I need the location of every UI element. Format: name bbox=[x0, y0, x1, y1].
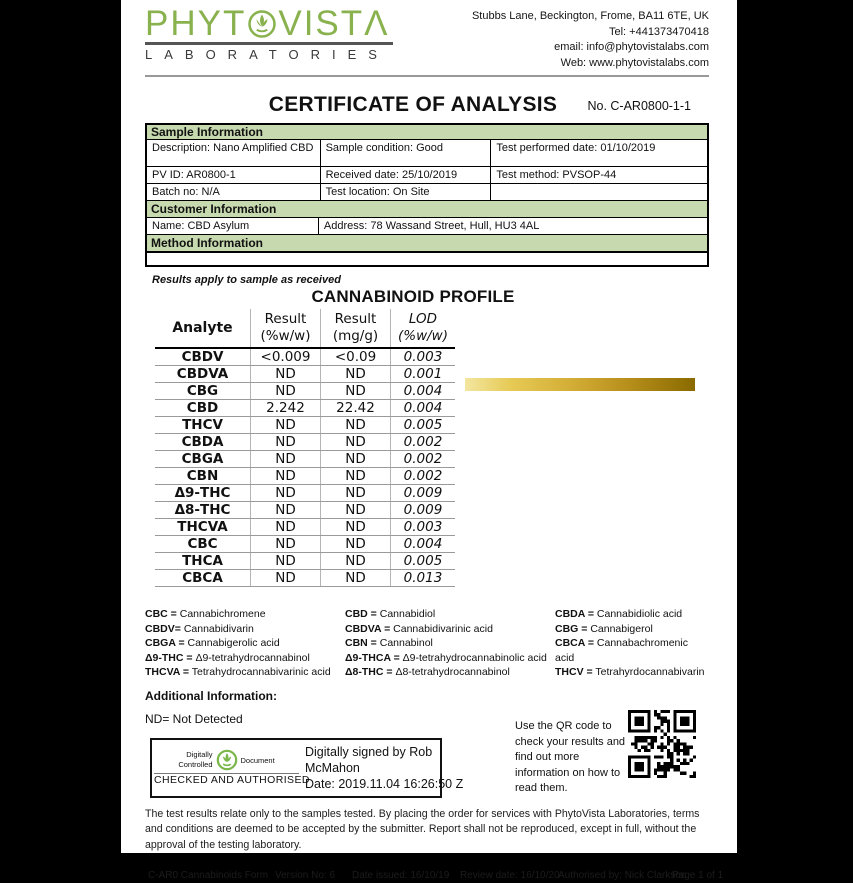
legend-item: CBDVA = Cannabidivarinic acid bbox=[345, 622, 493, 635]
legend-item: CBD = Cannabidiol bbox=[345, 608, 436, 620]
logo-text-right: VISTΛ bbox=[278, 4, 390, 43]
table-row: CBN ND ND 0.002 bbox=[155, 468, 455, 485]
legend-item: Δ8-THC = Δ8-tetrahydrocannabinol bbox=[345, 666, 510, 679]
info-table bbox=[145, 123, 709, 267]
certificate-number: No. C-AR0800-1-1 bbox=[587, 99, 691, 113]
terms-paragraph: The test results relate only to the samples tested. By placing the order for services with PhytoVista Laboratories, terms and conditions are deemed to be accepted by the submitter. Report shall not be reproduced, except in full, without the approval of the testing laboratory. bbox=[145, 807, 700, 851]
nd-definition: ND= Not Detected bbox=[145, 711, 243, 726]
cannabinoid-table bbox=[155, 309, 455, 587]
qr-instructions: Use the QR code to check your results and find out more information on how to read them. bbox=[515, 720, 626, 794]
table-row: CBC ND ND 0.004 bbox=[155, 536, 455, 553]
lab-website: Web: www.phytovistalabs.com bbox=[560, 56, 709, 69]
col-result-pct: Result (%w/w) bbox=[250, 309, 320, 347]
signature-date: Date: 2019.11.04 16:26:50 Z bbox=[305, 776, 464, 791]
leaf-in-circle-icon bbox=[216, 749, 238, 771]
abbreviation-legend bbox=[145, 607, 709, 680]
table-row: Δ9-THC ND ND 0.009 bbox=[155, 485, 455, 502]
authorised-by: Authorised by: Nick Clarkson bbox=[558, 870, 687, 882]
legend-item: THCV = Tetrahyrdocannabivarin bbox=[555, 666, 705, 679]
version-number: Version No: 6 bbox=[275, 870, 336, 882]
gold-decoration-bar bbox=[465, 378, 695, 391]
lab-phone: Tel: +441373470418 bbox=[608, 25, 709, 38]
table-row: CBDV <0.009 <0.09 0.003 bbox=[155, 349, 455, 366]
table-row: CBD 2.242 22.42 0.004 bbox=[155, 400, 455, 417]
legend-item: CBGA = Cannabigerolic acid bbox=[145, 637, 280, 650]
document-title: CERTIFICATE OF ANALYSIS bbox=[268, 93, 558, 116]
customer-row bbox=[147, 218, 707, 235]
lab-email: email: info@phytovistalabs.com bbox=[554, 41, 709, 53]
legend-item: CBCA = Cannabachromenic acid bbox=[555, 637, 688, 664]
method-information-header: Method Information bbox=[147, 235, 707, 252]
checked-authorised-caption: CHECKED AND AUTHORISED bbox=[154, 774, 310, 787]
certificate-page bbox=[121, 0, 737, 882]
test-performed-date: Test performed date: 01/10/2019 bbox=[496, 142, 656, 154]
stamp-word-document: Document bbox=[240, 755, 275, 765]
test-method: Test method: PVSOP-44 bbox=[496, 169, 617, 181]
col-lod: LOD (%w/w) bbox=[390, 309, 455, 347]
sample-description: Description: Nano Amplified CBD bbox=[147, 140, 321, 166]
leaf-in-circle-icon bbox=[247, 9, 277, 39]
legend-item: Δ9-THCA = Δ9-tetrahydrocannabinolic acid bbox=[345, 651, 547, 664]
lab-contact-block bbox=[472, 6, 709, 71]
letterhead bbox=[145, 6, 709, 77]
legend-item: Δ9-THC = Δ9-tetrahydrocannabinol bbox=[145, 651, 310, 664]
sample-row-2 bbox=[147, 167, 707, 184]
sample-row-3 bbox=[147, 184, 707, 201]
legend-item: THCVA = Tetrahydrocannabivarinic acid bbox=[145, 666, 331, 679]
legend-item: CBC = Cannabichromene bbox=[145, 608, 266, 620]
legend-column-1 bbox=[145, 607, 345, 680]
lab-address: Stubbs Lane, Beckington, Frome, BA11 6TE, UK bbox=[471, 10, 709, 22]
cannabinoid-table-header bbox=[155, 309, 455, 349]
legend-column-2 bbox=[345, 607, 555, 680]
sample-information-header: Sample Information bbox=[147, 125, 707, 140]
table-row: CBDVA ND ND 0.001 bbox=[155, 366, 455, 383]
method-empty-row bbox=[147, 252, 707, 265]
legend-item: CBDA = Cannabidiolic acid bbox=[555, 608, 683, 620]
review-date: Review date: 16/10/20 bbox=[460, 870, 560, 882]
additional-information-title: Additional Information: bbox=[145, 688, 277, 703]
legend-column-3 bbox=[555, 607, 709, 680]
qr-code bbox=[628, 710, 696, 778]
page-number: Page 1 of 1 bbox=[672, 870, 724, 882]
table-row: THCV ND ND 0.005 bbox=[155, 417, 455, 434]
table-row: CBDA ND ND 0.002 bbox=[155, 434, 455, 451]
table-row: CBCA ND ND 0.013 bbox=[155, 570, 455, 587]
stamp-word-digitally: Digitally bbox=[186, 750, 213, 760]
test-location: Test location: On Site bbox=[321, 184, 492, 200]
legend-item: CBN = Cannabinol bbox=[345, 637, 433, 650]
title-row bbox=[145, 93, 709, 119]
digital-signature-text bbox=[299, 744, 477, 792]
customer-information-header: Customer Information bbox=[147, 201, 707, 218]
date-issued: Date issued: 16/10/19 bbox=[352, 870, 450, 882]
customer-address: Address: 78 Wassand Street, Hull, HU3 4AL bbox=[323, 220, 540, 232]
table-row: CBG ND ND 0.004 bbox=[155, 383, 455, 400]
received-date: Received date: 25/10/2019 bbox=[321, 167, 492, 183]
table-row: CBGA ND ND 0.002 bbox=[155, 451, 455, 468]
phytovista-logo bbox=[145, 6, 393, 71]
sample-condition: Sample condition: Good bbox=[321, 140, 492, 166]
pv-id: PV ID: AR0800-1 bbox=[147, 167, 321, 183]
table-row: THCA ND ND 0.005 bbox=[155, 553, 455, 570]
table-row: THCVA ND ND 0.003 bbox=[155, 519, 455, 536]
empty-cell bbox=[491, 184, 707, 200]
cannabinoid-profile-title: CANNABINOID PROFILE bbox=[311, 287, 515, 306]
results-note: Results apply to sample as received bbox=[152, 274, 341, 286]
legend-item: CBDV= Cannabidivarin bbox=[145, 622, 254, 635]
form-name: C-AR0 Cannabinoids Form bbox=[148, 870, 269, 882]
logo-text-left: PHYT bbox=[145, 4, 247, 43]
col-result-mgg: Result (mg/g) bbox=[320, 309, 390, 347]
signature-box bbox=[150, 738, 464, 798]
logo-subtitle: LABORATORIES bbox=[145, 42, 393, 62]
batch-no: Batch no: N/A bbox=[147, 184, 321, 200]
col-analyte: Analyte bbox=[172, 319, 233, 336]
digitally-controlled-stamp bbox=[152, 749, 310, 787]
form-footer bbox=[145, 870, 724, 883]
table-row: Δ8-THC ND ND 0.009 bbox=[155, 502, 455, 519]
sample-row-1 bbox=[147, 140, 707, 167]
signed-by: Digitally signed by Rob McMahon bbox=[305, 744, 433, 775]
customer-name: Name: CBD Asylum bbox=[147, 218, 319, 234]
stamp-word-controlled: Controlled bbox=[178, 760, 213, 770]
logo-wordmark bbox=[145, 4, 393, 43]
legend-item: CBG = Cannabigerol bbox=[555, 622, 653, 635]
